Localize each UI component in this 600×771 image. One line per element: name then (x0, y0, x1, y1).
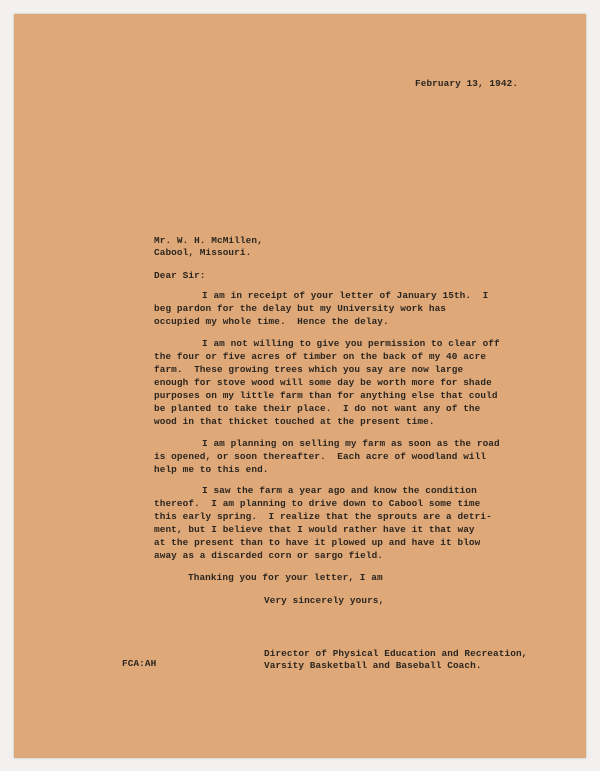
paragraph-line: is opened, or soon thereafter. Each acre of woodland will (154, 451, 487, 462)
letter-page (14, 14, 586, 758)
paragraph-line: farm. These growing trees which you say are now large (154, 364, 464, 375)
recipient-name: Mr. W. H. McMillen, (154, 235, 263, 246)
paragraph-line: help me to this end. (154, 464, 269, 475)
paragraph-line: I am not willing to give you permission to clear off (202, 338, 500, 349)
paragraph-line: enough for stove wood will some day be worth more for shade (154, 377, 492, 388)
typist-initials: FCA:AH (122, 658, 157, 669)
paragraph-line: I saw the farm a year ago and know the condition (202, 485, 477, 496)
paragraph-line: beg pardon for the delay but my University work has (154, 303, 447, 314)
paragraph-line: purposes on my little farm than for anything else that could (154, 390, 498, 401)
paragraph-line: I am planning on selling my farm as soon as the road (202, 438, 500, 449)
paragraph-line: ment, but I believe that I would rather have it that way (154, 524, 475, 535)
thanks-line: Thanking you for your letter, I am (188, 572, 383, 583)
paragraph-line: the four or five acres of timber on the back of my 40 acre (154, 351, 487, 362)
paragraph-line: wood in that thicket touched at the present time. (154, 416, 435, 427)
paragraph-line: be planted to take their place. I do not want any of the (154, 403, 481, 414)
salutation: Dear Sir: (154, 270, 206, 281)
paragraph-line: occupied my whole time. Hence the delay. (154, 316, 389, 327)
recipient-location: Cabool, Missouri. (154, 247, 252, 258)
paragraph-line: this early spring. I realize that the sprouts are a detri- (154, 511, 492, 522)
signature-title-line: Director of Physical Education and Recreation, (264, 648, 528, 659)
paragraph-line: away as a discarded corn or sargo field. (154, 550, 384, 561)
paragraph-line: thereof. I am planning to drive down to Cabool some time (154, 498, 481, 509)
signature-title-line: Varsity Basketball and Baseball Coach. (264, 660, 482, 671)
letter-date: February 13, 1942. (415, 78, 519, 89)
paragraph-line: I am in receipt of your letter of January 15th. I (202, 290, 489, 301)
closing: Very sincerely yours, (264, 595, 385, 606)
paragraph-line: at the present than to have it plowed up and have it blow (154, 537, 481, 548)
